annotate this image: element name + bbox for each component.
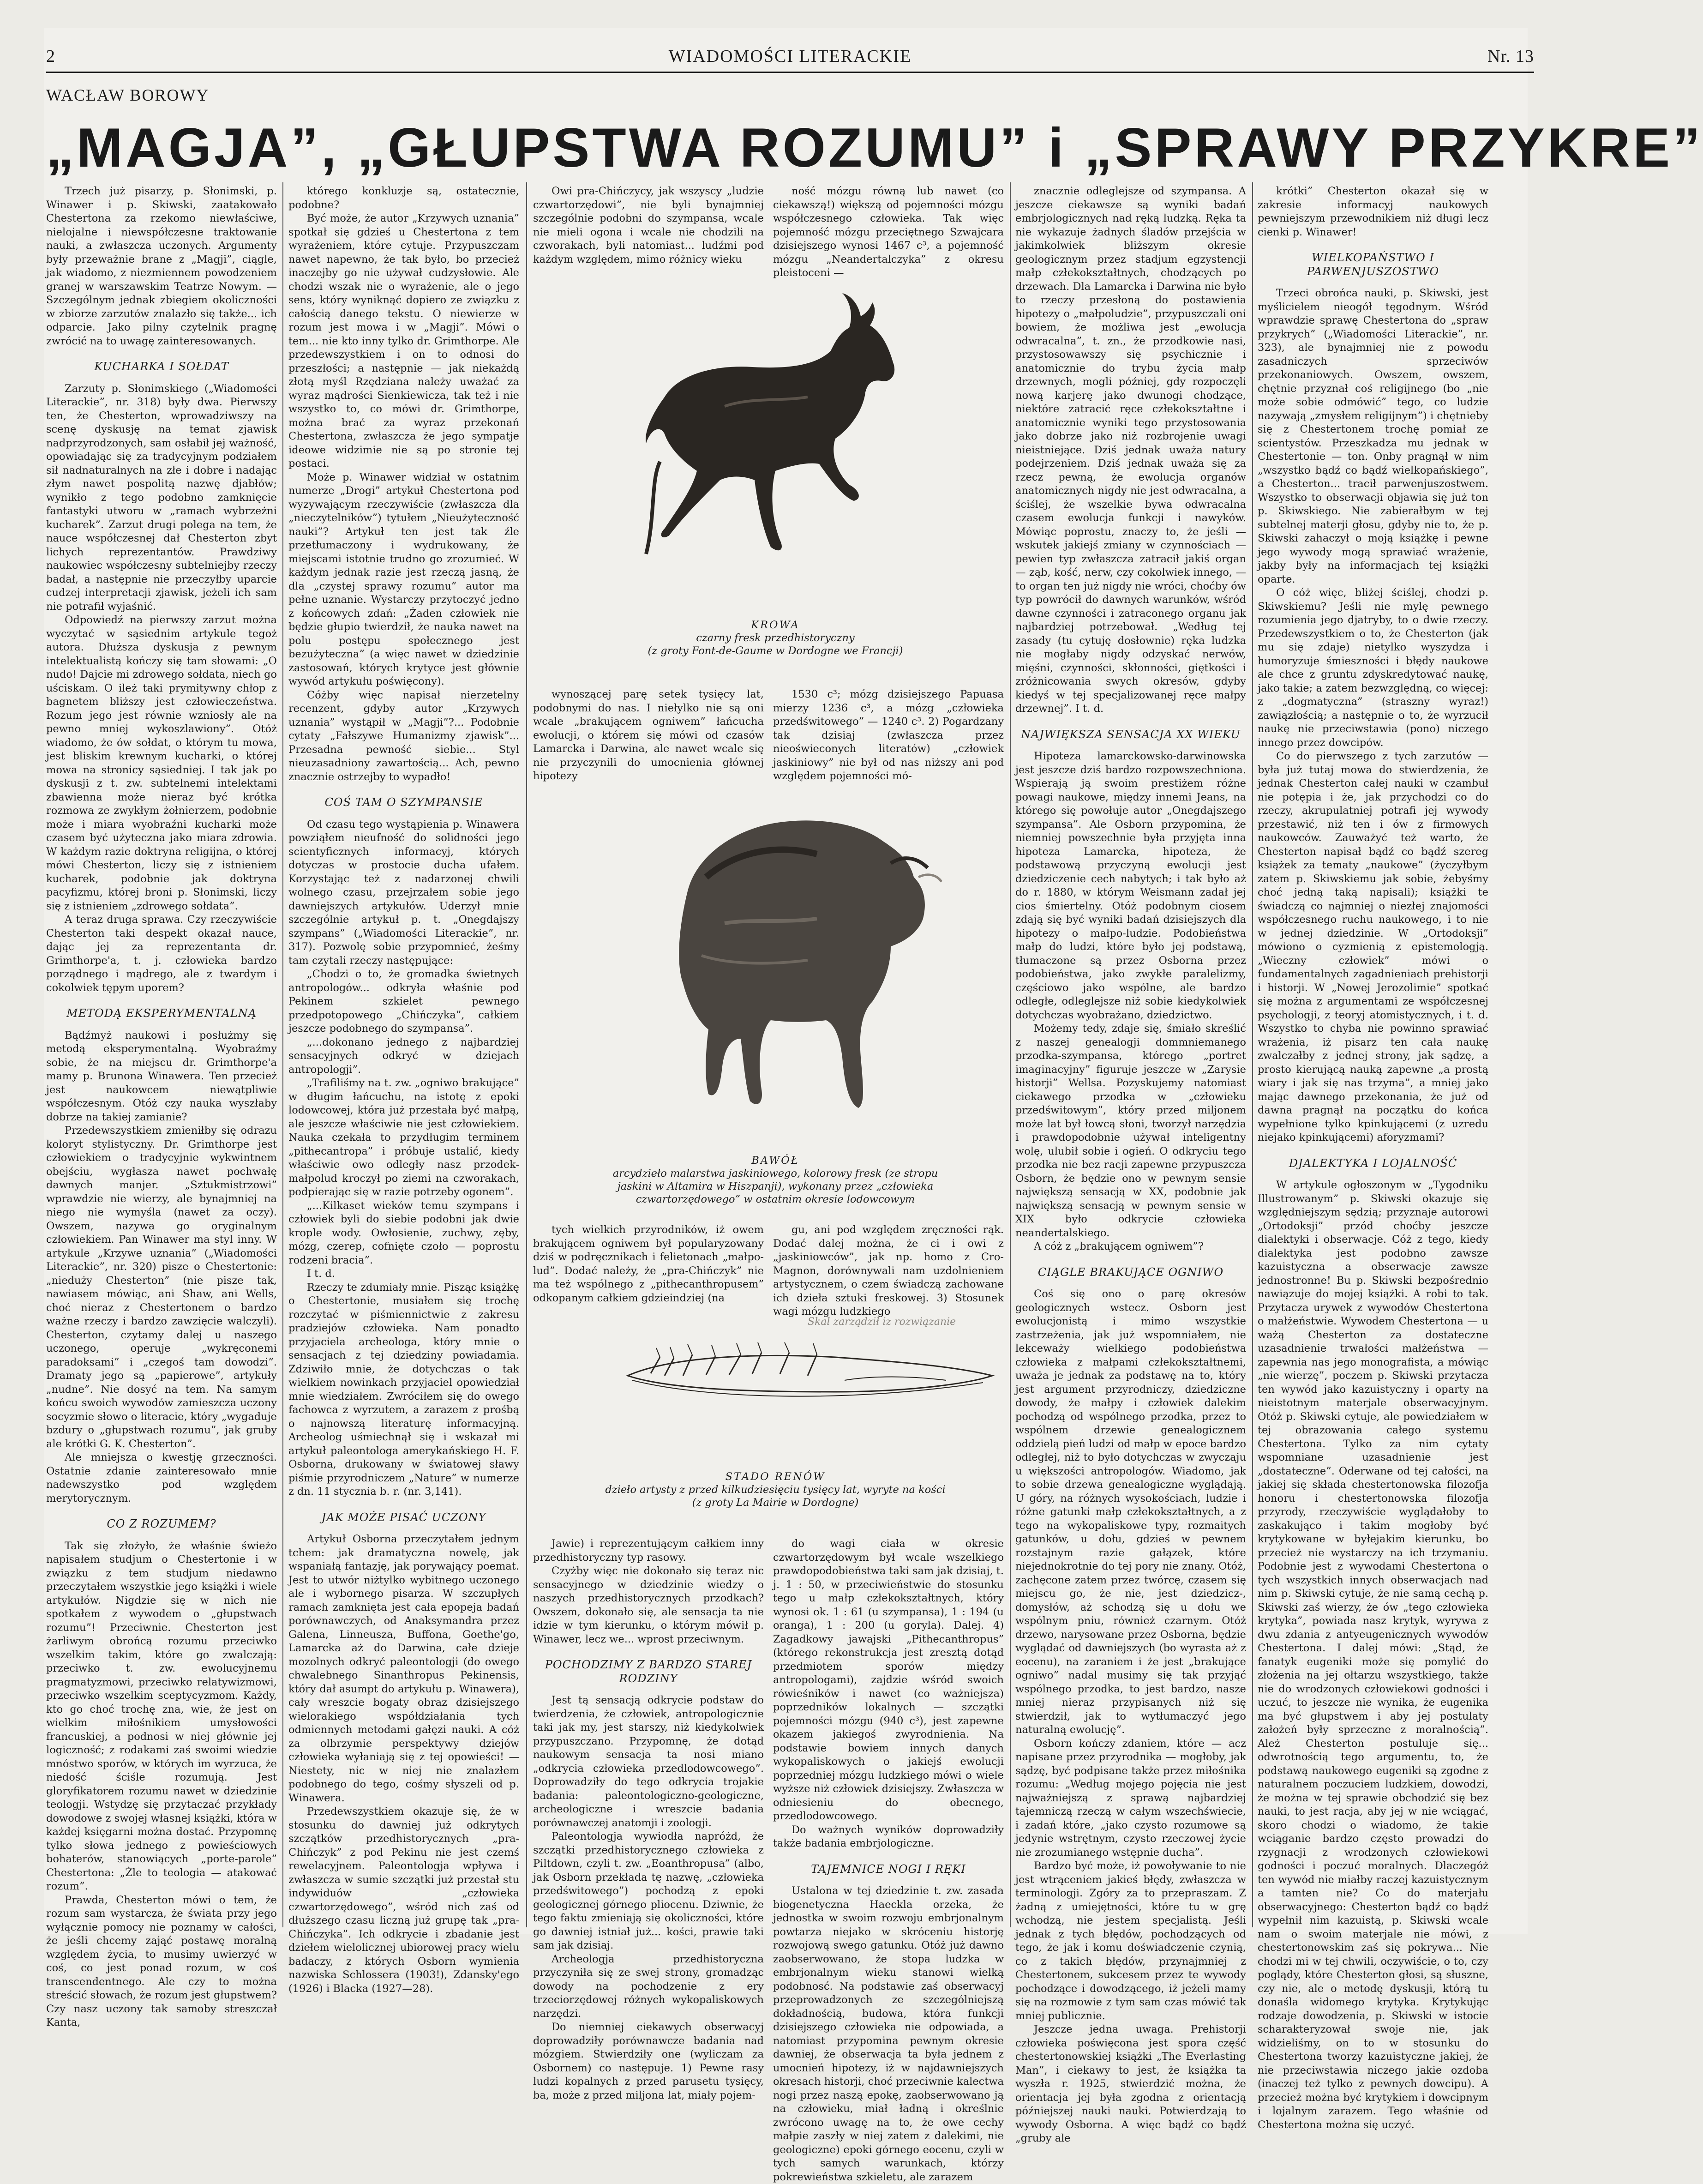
section-heading: JAK MOŻE PISAĆ UCZONY — [321, 1510, 486, 1524]
paragraph: I t. d. — [307, 1268, 335, 1280]
paragraph: tych wielkich przyrodników, iż owem brakującem ogniwem był popularyzowany dziś w podręcznikach i felietonach „małpo-lud”. Dodać należy, że „pra-Chińczyk” nie ma też wspólnego z „pithecanthropusem” odkopanym całkiem gdzieindziej (na — [533, 1224, 764, 1304]
column-5 — [1015, 185, 1246, 2144]
paragraph: krótki” Chesterton okazał się w zakresie informacyj naukowych pewniejszym przewodnikiem niż długi lecz cienki p. Winawer! — [1258, 185, 1488, 238]
bison-caption — [558, 1154, 992, 1206]
paragraph: Paleontologja wywiodła napróżd, że szczątki przedhistorycznego człowieka z Piltdown, czyli t. zw. „Eoanthropusa” (albo, jak Osborn przekłada tę nazwę, „człowieka przedświtowego”) pochodzą z epoki geologicznej górnego pliocenu. Dziwnie, że tego faktu zmieniają się okoliczności, które go dawniej istniał już... kości, prawie taki sam jak dzisiaj. — [533, 1830, 764, 1951]
column-1 — [46, 185, 277, 2028]
paragraph: Odpowiedź na pierwszy zarzut można wyczytać w sąsiednim artykule tegoż autora. Dłuższa dyskusja z pewnym intelektualistą kończy się tam słowami: „O nudo! Dajcie mi zdrowego sołdata, niech go uściskam. O ileż taki prymitywny chłop z bagnetem bliższy jest człowieczeństwa. Rozum jego jest równie wzniosły ale na pewno mniej wykoszlawiony”. Otóż wiadomo, że ów sołdat, o którym tu mowa, jest bliskim krewnym kucharki, o której mowa na stronicy sąsiedniej. I tak jak po dyskusji z t. zw. subtelnemi intelektami zbawienna może nieraz być krótka rozmowa ze zwykłym żołnierzem, podobnie może i miara wyobraźni kucharki może czasem być użyteczna jako miara zdrowia. W każdym razie doktryna religijna, o której mówi Chesterton, liczy się z istnieniem kucharek, podobnie jak doktryna pacyfizmu, której broni p. Słonimski, liczy się z istnieniem „zdrowego sołdata”. — [46, 614, 277, 912]
section-heading: METODĄ EKSPERYMENTALNĄ — [66, 1007, 257, 1020]
paragraph: znacznie odleglejsze od szympansa. A jeszcze ciekawsze są wyniki badań embrjologicznych nad ręką ludzką. Ręka ta nie wykazuje żadnych śladów przejścia w jakimkolwiek bliższym okresie geologicznym przez stadjum egzystencji małp człekokształtnych, chodzących po drzewach. Dla Lamarcka i Darwina nie było to rzeczy przesłoną do postawienia hipotezy o „małpoludzie”, przypuszczali oni bowiem, że możliwa jest „ewolucja odwracalna”, t. zn., że przodkowie nasi, przystosowawszy się psychicznie i anatomicznie do trybu życia małp drzewnych, mogli później, gdy rozpoczęli nową karjerę jako dwunogi chodzące, niektóre zatracić ręce człekokształtne i anatomicznie wyniki tego przystosowania jako dobrze jako niż rozbrojenie uwagi nieistniejące. Dziś jednak uważa natury podejrzeniem. Dziś jednak uważa się za rzecz pewną, że ewolucja organów anatomicznych nigdy nie jest odwracalna, a ściślej, że wszelkie bywa odwracalna czasem ewolucja funkcji i nawyków. Mówiąc poprostu, znaczy to, że jeśli — wskutek jakiejś zmiany w czynnościach — pewien typ zwłaszcza zatracił jakiś organ — ząb, kość, nerw, czy cokolwiek innego, — to organ ten już nigdy nie wróci, choćby ów typ powrócił do dawnych warunków, wśród dawne czynności i zatraconego organu jak najbardziej potrzebował. „Według tej zasady (tu cytuję dosłownie) ręka ludzka nie mogłaby nigdy odzyskać nerwów, mięśni, czynności, skłonności, giętkości i zróżnicowania swych okresów, gdyby kiedyś w tej specjalizowanej ręce małpy drzewnej”. I t. d. — [1015, 185, 1246, 715]
paragraph: Do niemniej ciekawych obserwacyj doprowadziły porównawcze badania nad mózgiem. Stwierdziły one (wyliczam za Osbornem) co następuje. 1) Pewne rasy ludzi kopalnych z przed parusetu tysięcy, ba, może z przed miljona lat, miały pojem- — [533, 2021, 764, 2101]
paragraph: gu, ani pod względem zręczności rąk. Dodać dalej można, że ci i owi z „jaskiniowców”, jak np. homo z Cro-Magnon, dorównywali nam uzdolnieniem artystycznem, o czem świadczą zachowane ich dzieła sztuki freskowej. 3) Stosunek wagi mózgu ludzkiego — [773, 1224, 1004, 1318]
paragraph: Cóżby więc napisał nierzetelny recenzent, gdyby autor „Krzywych uznania” wystąpił w „Magji”?... Podobnie cytaty „Fałszywe Humanizmy zjawisk”... Przesadna pewność siebie... Styl nieuzasadniony zawartością... Ach, pewno znacznie ostrzejby to wypadło! — [288, 689, 519, 783]
column-4-bottom — [773, 1537, 1004, 2183]
paragraph: Owi pra-Chińczycy, jak wszyscy „ludzie czwartorzędowi”, nie byli bynajmniej szczególnie podobni do szympansa, wcale nie mieli ogona i wcale nie chodzili na czworakach, byli natomiast... ludźmi pod każdym względem, mimo różnicy wieku — [533, 185, 764, 265]
paragraph: A teraz druga sprawa. Czy rzeczywiście Chesterton taki despekt okazał nauce, dając jej za reprezentanta dr. Grimthorpe'a, t. j. człowieka bardzo porządnego i mądrego, ale z twardym i cokolwiek tępym uporem? — [46, 914, 277, 994]
section-heading: CO Z ROZUMEM? — [107, 1517, 216, 1530]
paragraph: Jest tą sensacją odkrycie podstaw do twierdzenia, że człowiek, antropologicznie taki jak my, jest starszy, niż kiedykolwiek przypuszczano. Przypomnę, że dotąd naukowym sensacja ta nosi miano „odkrycia człowieka przedlodowcowego”. Doprowadziły do tego odkrycia trojakie badania: paleontologiczno-geologiczne, archeologiczne i wreszcie badania porównawczej anatomji i zoologji. — [533, 1694, 764, 1829]
column-rule — [1010, 182, 1011, 1927]
paragraph: ność mózgu równą lub nawet (co ciekawszą!) większą od pojemności mózgu współczesnego człowieka. Tak więc pojemność mózgu przeciętnego Szwajcara dzisiejszego wynosi 1467 c³, a pojemność mózgu „Neandertalczyka” z okresu pleistoceni — — [773, 185, 1004, 279]
header-rule — [46, 72, 1534, 73]
paragraph: Prawda, Chesterton mówi o tem, że rozum sam wystarcza, że świata przy jego wyłącznie pomocy nie poznamy w całości, że jeśli chcemy zająć postawę moralną względem życia, to musimy uwierzyć w coś, co jest ponad rozum, w coś transcendentnego. Ale czy to można streścić słowach, że rozum jest głupstwem? Czy nasz uczony tak samoby streszczał Kanta, — [46, 1894, 277, 2028]
section-heading: NAJWIĘKSZA SENSACJA XX WIEKU — [1020, 728, 1241, 741]
column-3-bottom — [533, 1537, 764, 2101]
paragraph: Jeszcze jedna uwaga. Prehistorji człowieka poświęcona jest spora część chestertonowskiej książki „The Everlasting Man”, i ciekawy to jest, że książka ta wyszła r. 1925, stwierdzić można, że orientacja jej była zgodna z orientacją późniejszej nauki nauki. Potwierdzają to wywody Osborna. A więc bądź co bądź „gruby ale — [1015, 2023, 1246, 2144]
column-rule — [526, 182, 527, 1927]
issue-number: Nr. 13 — [1487, 47, 1534, 66]
article-title: „MAGJA”, „GŁUPSTWA ROZUMU” i „SPRAWY PRZYKRE” — [46, 117, 1703, 179]
column-3-middle — [533, 688, 764, 782]
reindeer-caption-title: STADO RENÓW — [725, 1471, 826, 1483]
cow-caption — [558, 619, 992, 657]
section-heading: WIELKOPAŃSTWO I PARWENJUSZOSTWO — [1307, 251, 1439, 278]
paragraph: A cóż z „brakującem ogniwem”? — [1034, 1240, 1204, 1252]
paragraph: Tak się złożyło, że właśnie świeżo napisałem studjum o Chestertonie i w związku z tem studjum niedawno przeczytałem wszystkie jego książki i wiele artykułów. Nigdzie się w nich nie spotkałem z wywodem o „głupstwach rozumu”! Przeciwnie. Chesterton jest żarliwym obrońcą rozumu przeciwko wszelkim takim, które go zwalczają: przeciwko t. zw. ewolucyjnemu pragmatyzmowi, przeciwko relatywizmowi, przeciwko wszelkim sceptycyzmom. Każdy, kto go choć trochę zna, wie, że jest on wielkim miłośnikiem umysłowości francuskiej, a podnosi w niej głównie jej logiczność; z rodakami zaś swoimi wiedzie mnóstwo sporów, w których im wyrzuca, że niedość ściśle rozumują. Jest gloryfikatorem rozumu nawet w dziedzinie teologji. Wstydzę się przytaczać przykłady dowodowe z swojej własnej książki, która w każdej księgarni można dostać. Przypomnę tylko słowa jednego z powieściowych bohaterów, stanowiących „porte-parole” Chestertona: „Żle to teologia — atakować rozum”. — [46, 1540, 277, 1892]
bison-caption-line-2: jaskini w Altamira w Hiszpanji), wykonany przez „człowieka — [617, 1180, 934, 1192]
paragraph: W artykule ogłoszonym w „Tygodniku Illustrowanym” p. Skiwski okazuje się względniejszym sędzią; przyznaje autorowi „Ortodoksji” przód choćby jeszcze dialektyki i obserwacje. Cóż z tego, kiedy dialektyka jest podobno zawsze kazuistyczna a obserwacje zawsze jednostronne! Bu p. Skiwski bezpośrednio nawiązuje do mojej książki. A robi to tak. Przytacza urywek z wywodów Chestertona o małżeństwie. Wywodem Chestertona — u ważą Chesterton za dostateczne uzasadnienie trwałości małżeństwa — zapewnia nas jego monografista, a mówiąc „nie wierzę”, poczem p. Skiwski przytacza ten wywód jako kazuistyczny i oparty na nieistotnym materjale obserwacyjnym. Otóż p. Skiwski cytuje, ale powiedziałem w tej obrazowania całego systemu Chestertona. Tylko za nim cytaty wspomniane uzasadnienie jest „dostateczne”. Oderwane od tej całości, na jakiej się składa chestertonowska filozofja honoru i chestertonowska filozofja przyrody, rzeczywiście wyglądałoby to zaskakująco i takim mogłoby być krytykowane w byłejakim kierunku, bo przecież nie wystarczy na ich trzymaniu. Podobnie jest z wywodami Chestertona o tych wszystkich innych obserwacjach nad nim p. Skiwski cytuje, że nie samą cechą p. Skiwski zaś wierzy, że ów „tego człowieka krytyka”, powiada nasz krytyk, wyrywa z dwu zdania z antyeugenicznych wywodów Chestertona. I dalej mówi: „Stąd, że fanatyk eugeniki może się pomylić do złożenia na jej ołtarzu wszystkiego, także nie do wrodzonych człowiekowi godności i uczuć, to jeszcze nie wynika, że eugenika ma być głupstwem i aby jej postulaty założeń były sprzeczne z moralnością”. Ależ Chesterton postuluje się... odwrotnością tego argumentu, to, że podstawą naukowego eugeniki są zgodne z naturalnem poczuciem ludzkiem, dowodzi, że można w tej sprawie obchodzić się bez nauki, to jest racja, aby jej w nie wciągać, skoro chodzi o wiadomo, że takie wciąganie bardzo często prowadzi do rzygnacji z wrodzonych człowiekowi godności i poczuć moralnych. Dlaczegóż ten wywód nie miałby raczej kazuistycznym a tamten nie? Co do materjału obserwacyjnego: Chesterton bądź co bądź wypełnił nim kazuistą, p. Skiwski wcale nam o swoim materjale nie mówi, z chestertonowskim zaś się pokrywa... Nie chodzi mi w tej chwili, oczywiście, o to, czy poglądy, które Chesterton głosi, są słuszne, czy nie, ale o metodę dyskusji, którą tu donaśla widomego krytyka. Krytykując rodzaje dowodzenia, p. Skiwski w istocie scharakteryzował swoje nie, jak widzieliśmy, on to w stosunku do Chestertona tworzy kazuistyczne jakiej, że nie przeciwstawia niczego jakie ozdoba (inaczej też tylko z pewnych dowcipu). A przecież można być krytykiem i dowcipnym i lojalnym zarazem. Tego właśnie od Chestertona można się uczyć. — [1258, 1179, 1488, 2131]
page-number: 2 — [46, 47, 55, 66]
bison-caption-line-3: czwartorzędowego” w ostatnim okresie lodowcowym — [636, 1193, 915, 1205]
paragraph: Być może, że autor „Krzywych uznania” spotkał się gdzieś u Chestertona z tem wyrażeniem, które cytuje. Przypuszczam nawet napewno, że tak było, bo przecież inaczejby go nie używał cudzysłowie. Ale chodzi wszak nie o wyrażenie, ale o jego sens, który wyniknąć dopiero ze związku z całością danego tekstu. O niewierze w rozum jest mowa i w „Magji”. Mówi o tem... nie kto inny tylko dr. Grimthorpe. Ale przedewszystkiem i on to odnosi do przeszłości; a następnie — jak niekażdą złotą myśl Rzędziana należy uważać za wyraz mądrości Sienkiewicza, tak też i nie wszystko to, co mówi dr. Grimthorpe, można brać za wyraz przekonań Chestertona, zwłaszcza że jego sympatje ideowe widzimie nie są po stronie tej postaci. — [288, 212, 519, 469]
paragraph: Przedewszystkiem zmieniłby się odrazu koloryt stylistyczny. Dr. Grimthorpe jest człowiekiem o tradycyjnie wykwintnem obejściu, wygłasza nawet pochwałę dawnych manjer. „Sztukmistrzowi” wprawdzie nie wierzy, ale bynajmniej na niego nie wymyśla (nawet za oczy). Owszem, nazywa go oryginalnym człowiekiem. Pan Winawer ma styl inny. W artykule „Krzywe uznania” („Wiadomości Literackie”, nr. 320) pisze o Chestertonie: „nieduży Chesterton” (nie pisze tak, nawiasem mówiąc, ani Shaw, ani Wells, choć nieraz z Chestertonem o bardzo ważne rzeczy i bardzo zawzięcie walczyli). Chesterton, czytamy dalej u naszego uczonego, operuje „wykręconemi paradoksami” i „czegoś tam dowodzi”. Dramaty jego są „papierowe”, artykuły „nudne”. Nie dosyć na tem. Na samym końcu swoich wywodów zamieszcza uczony socyzmie słowo o literacie, który „wygaduje bzdury o „głupstwach rozumu”, jak gruby ale krótki G. K. Chesterton”. — [46, 1125, 277, 1450]
column-rule — [282, 182, 283, 1927]
paragraph: Bardzo być może, iż powoływanie to nie jest wtrąceniem jakieś błędy, zwłaszcza w terminologji. Zgóry za to przepraszam. Z żadną z umiejętności, które tu w grę wchodzą, nie jestem specjalistą. Jeśli jednak z tych błędów, pochodzących od tego, że jak i komu doświadczenie czynią, co z takich błędów, przynajmniej z Chestertonem, sukcesem przez te wywody pochodzące i dowodzącego, iż jeżeli mamy się na rozmowie z tym sam czas mówić tak mniej publicznie. — [1015, 1860, 1246, 2022]
paragraph: którego konkluzje są, ostatecznie, podobne? — [288, 185, 519, 211]
paragraph: „...dokonano jednego z najbardziej sensacyjnych odkryć w dziejach antropologji”. — [288, 1036, 519, 1076]
section-heading: KUCHARKA I SOŁDAT — [94, 360, 229, 373]
paragraph: Ustalona w tej dziedzinie t. zw. zasada biogenetyczna Haeckla orzeka, że jednostka w swoim rozwoju embrjonalnym powtarza niejako w skróceniu historję rozwojową swego gatunku. Otóż już dawno zaobserwowano, że stopa ludzka w embrjonalnym wieku stanowi wielką podobnosć. Na podstawie zaś obserwacyj przeprowadzonych ze szczególniejszą dokładnością, budowa, która funkcji dzisiejszego człowieka nie odpowiada, a natomiast przypomina pewnym okresie dawniej, że obserwacja ta była jednem z umocnień hipotezy, iż w najdawniejszych okresach historji, choć przeciwnie kalectwa nogi przez naszą epokę, zaobserwowano ją na człowieku, miał ładną i określnie zwrócono uwagę na to, że owe cechy małpie zaszły w niej zatem z dalekimi, nie geologiczne) epoki górnego eocenu, czyli w tych samych warunkach, którzy pokrewieństwa szkieletu, ale zarazem — [773, 1885, 1004, 2183]
paragraph: Bądźmyż naukowi i posłużmy się metodą eksperymentalną. Wyobraźmy sobie, że na miejscu dr. Grimthorpe'a mamy p. Brunona Winawera. Ten przecież jest naukowcem niewątpliwie współczesnym. Otóż czy nauka wyszłaby dobrze na takiej zamianie? — [46, 1029, 277, 1123]
paragraph: Przedewszystkiem okazuje się, że w stosunku do dawniej już odkrytych szczątków przedhistorycznych „pra-Chińczyk” z pod Pekinu nie jest czemś rewelacyjnem. Paleontologja wpływa i zwłaszcza w sumie szczątki już przestał stu indywiduów „człowieka czwartorzędowego”, wśród nich zaś od dłuższego czasu liczną już grupę tak „pra-Chińczyka”. Ich odkrycie i zbadanie jest dziełem wielolicznej ubiorowej pracy wielu badaczy, z których Osborn wymienia nazwiska Schlossera (1903!), Zdansky'ego (1926) i Blacka (1927—28). — [288, 1805, 519, 1995]
paragraph: Archeologja przedhistoryczna przyczyniła się ze swej strony, gromadząc dowody na pochodzenie z ery trzeciorzędowej różnych wykopaliskowych narzędzi. — [533, 1953, 764, 2020]
column-rule — [1252, 182, 1253, 1927]
bison-caption-line-1: arcydzieło malarstwa jaskiniowego, kolorowy fresk (ze stropu — [612, 1167, 938, 1179]
paragraph: Od czasu tego wystąpienia p. Winawera powziąłem nieufność do solidności jego scientyficznych informacyj, których dotyczas w prostocie ducha ufałem. Korzystając też z nadarzonej chwili wolnego czasu, przejrzałem sobie jego dawniejszych artykułów. Uderzył mnie szczególnie artykuł p. t. „Onegdajszy szympans” („Wiadomości Literackie”, nr. 317). Pozwolę sobie przypomnieć, żeśmy tam czytali rzeczy następujące: — [288, 818, 519, 967]
column-4-top — [773, 185, 1004, 279]
bison-fresco-image — [632, 771, 946, 1149]
handwritten-note: Skal zarządził iz rozwiązanie — [808, 1316, 956, 1328]
paragraph: Jawie) i reprezentującym całkiem inny przedhistoryczny typ rasowy. — [533, 1538, 764, 1564]
cow-caption-line-1: czarny fresk przedhistoryczny — [696, 632, 855, 644]
paragraph: Artykuł Osborna przeczytałem jednym tchem: jak dramatyczna nowelę, jak wspaniałą fantazję, jak porywający poemat. Jest to utwór niżtylko wybitnego uczonego ale i wybornego pisarza. W szczupłych ramach zamknięta jest cała epopeja badań porównawczych, od Anaksymandra przez Galena, Linneusza, Buffona, Goethe'go, Lamarcka aż do Darwina, całe dzieje mozolnych odkryć paleontologji (do owego chwalebnego Sinanthropus Pekinensis, który dał asumpt do artykułu p. Winawera), cały wreszcie bogaty obraz dzisiejszego wielorakiego współdziałania tych odmiennych metodami gałęzi nauki. A cóż za olbrzymie perspektywy dziejów człowieka wyłaniają się z tej opowieści! — Niestety, nic w niej nie znalazłem podobnego do tego, cośmy słyszeli od p. Winawera. — [288, 1533, 519, 1804]
reindeer-engraving-image — [614, 1306, 1011, 1417]
cow-caption-title: KROWA — [751, 619, 800, 631]
section-heading: POCHODZIMY Z BARDZO STAREJ RODZINY — [545, 1658, 752, 1685]
column-4-lower — [773, 1223, 1004, 1318]
reindeer-caption-line-1: dzieło artysty z przed kilkudziesięciu tysięcy lat, wyryte na kości — [605, 1484, 946, 1496]
paragraph: Rzeczy te zdumiały mnie. Pisząc książkę o Chestertonie, musiałem się trochę rozczytać w piśmiennictwie z zakresu pradziejów człowieka. Nam ponadto przyjaciela archeologa, który mnie o sensacjach z tej dziedziny powiadamia. Zdziwiło mnie, że dotychczas o tak wielkiem nowinkach przyjaciel opowiedział mnie wiedziałem. Zwróciłem się do owego fachowca z wyrzutem, a zarazem z prośbą o najnowszą literaturę informacyjną. Archeolog uśmiechnął się i wskazał mi artykuł paleontologa amerykańskiego H. F. Osborna, drukowany w światowej sławy piśmie przyrodniczem „Nature” w numerze z dn. 11 stycznia b. r. (nr. 3,141). — [288, 1281, 519, 1498]
paragraph: Ale mniejsza o kwestję grzeczności. Ostatnie zdanie zainteresowało mnie nadewszystko pod względem merytorycznym. — [46, 1451, 277, 1504]
paragraph: Zarzuty p. Słonimskiego („Wiadomości Literackie”, nr. 318) były dwa. Pierwszy ten, że Chesterton, wprowadziwszy na scenę dyskusję na temat zjawisk nadprzyrodzonych, sam osłabił jej ważność, opowiadając się za tradycyjnym podziałem sił nadnaturalnych na złe i dobre i nadając złym nawet pospolitą nazwę djabłów; wynikło z tego podobno zamknięcie fantastyki utworu w „ramach wybrzeżni kucharek”. Zarzut drugi polega na tem, że nauce współczesnej dał Chesterton zbyt lichych reprezentantów. Prawdziwy naukowiec współczesny subtelniejby rzeczy badał, a następnie nie przeczyłby uparcie cudzej interpretacji zjawisk, jeżeli ich sam nie potrafił wyjaśnić. — [46, 382, 277, 613]
paragraph: wynoszącej parę setek tysięcy lat, podobnymi do nas. I niełylko nie są oni wcale „brakującem ogniwem” łańcucha ewolucji, o którem się mówi od czasów Lamarcka i Darwina, ale nawet wcale się nie przyczynili do umocnienia głównej hipotezy — [533, 688, 764, 782]
column-3-top — [533, 185, 764, 265]
cow-fresco-image — [632, 259, 918, 591]
paragraph: Coś się ono o parę okresów geologicznych wstecz. Osborn jest ewolucjonistą i mimo wszystkie zastrzeżenia, jak już wspomniałem, nie lekceważy wielkiego podobieństwa człowieka z małpami człekokształtnemi, uważa je jednak za podstawę na to, który jest argument przyrodniczy, dziedziczne dowody, że małpy i człowiek dalekim pochodzą od wspólnego przodka, przez to wspólnem drzewie genealogicznem oddzielą pień ludzi od małp w epoce bardzo odległej, niż to było dotychczas w zwyczaju u większości antropologów. Wiadomo, jak to sobie drzewa genealogiczne wyglądają. U góry, na różnych wysokościach, ludzie i różne gatunki małp człekokształtnych, a z tego na wykopaliskowe typy, rozmaitych gatunków, u dołu, gdzieś w pewnem rozstajnym razie gałązek, które niejednokrotnie do tej pory nie znany. Otóż, zachęcone zatem przez twórcę, czasem się miejscu go, że nie, jest dziedzicz-, domysłów, aż schodzą się u dołu we wspólnym pniu, również czarnym. Otóż drzewo, narysowane przez Osborna, będzie wyglądać od dawniejszych (bo wyrasta aż z eocenu), na zaraniem i że jest „brakujące ogniwo” nadal musimy się tak przyjąć wspólnego przodka, to jest bardzo, nasze mniej nieraz przypisanych niż się stwierdził, jak to wytłumaczyć jego naturalną ewolucję”. — [1015, 1288, 1246, 1736]
paragraph: do wagi ciała w okresie czwartorzędowym był wcale wszelkiego prawdopodobieństwa taki sam jak dzisiaj, t. j. 1 : 50, w przeciwieństwie do stosunku tego u małp człekokształtnych, który wynosi ok. 1 : 61 (u szympansa), 1 : 194 (u oranga), 1 : 200 (u goryla). Dalej. 4) Zagadkowy jawajski „Pithecanthropus” (którego rekonstrukcja jest zresztą dotąd przedmiotem sporów między antropologami), zajdzie wśród swoich rówieśników i nawet (co ważniejsza) poprzedników lokalnych — szczątki pojemności mózgu (940 c³), jest zapewne okazem jakiegoś zwyrodnienia. Na podstawie bowiem innych danych wykopaliskowych o jakiejś ewolucji poprzedniej mózgu ludzkiego mówi o wiele wyższe niż człowiek dzisiejszy. Zwłaszcza w odniesieniu do obecnego, przedlodowcowego. — [773, 1538, 1004, 1822]
article-author: WACŁAW BOROWY — [46, 86, 210, 104]
column-3-lower — [533, 1223, 764, 1304]
paragraph: Trzeci obrońca nauki, p. Skiwski, jest myślicielem nieogół tęgodnym. Wśród wprawdzie sprawę Chestertona do „spraw przykrych” („Wiadomości Literackie”, nr. 323), ale bynajmniej nie z powodu zasadniczych sprzeciwów przekonaniowych. Owszem, owszem, chętnie przyznał coś religijnego (bo „nie może sobie odmówić” tego, co ludzie nazywają „zmysłem religijnym”) i chętnieby się z Chestertonem trochę pomiał ze scientystów. Przeszkadza mu jednak w Chestertonie — ton. Onby pragnął w nim „wszystko bądź co bądź wielkopańskiego”, a Chesterton... tracił parwenjuszostwem. Wszystko to obserwacji objawia się już ton p. Skiwskiego. Nie zabierałbym w tej subtelnej materji głosu, gdyby nie to, że p. Skiwski zahaczył o moją książkę i pewne jego wywody mogą sprawiać wrażenie, jakby były na informacjach tej książki oparte. — [1258, 287, 1488, 585]
cow-caption-line-2: (z groty Font-de-Gaume w Dordogne we Francji) — [648, 645, 903, 657]
reindeer-caption — [558, 1470, 992, 1509]
paragraph: Może p. Winawer widział w ostatnim numerze „Drogi” artykuł Chestertona pod wyzywającym rzeczywiście (zwłaszcza dla „nieczytelników”) tytułem „Nieużyteczność nauki”? Artykuł ten jest tak źle przetłumaczony i wydrukowany, że miejscami istotnie trudno go zrozumieć. W każdym jednak razie jest rzeczą jasną, że dla „czystej sprawy rozumu” autor ma pełne uznanie. Wystarczy przytoczyć jedno z końcowych zdań: „Żaden człowiek nie będzie głupio twierdził, że nauka nawet na polu postępu społecznego jest bezużyteczna” (a więc nawet w dziedzinie zastosowań, których krytyce jest głównie wywód artykułu poświęcony). — [288, 471, 519, 687]
paragraph: „Chodzi o to, że gromadka świetnych antropologów... odkryła właśnie pod Pekinem szkielet pewnego przedpotopowego „Chińczyka”, całkiem jeszcze podobnego do szympansa”. — [288, 968, 519, 1035]
paragraph: Do ważnych wyników doprowadziły także badania embrjologiczne. — [773, 1823, 1004, 1849]
column-2 — [288, 185, 519, 1995]
section-heading: DJALEKTYKA I LOJALNOŚĆ — [1289, 1156, 1457, 1170]
paragraph: Hipoteza lamarckowsko-darwinowska jest jeszcze dziś bardzo rozpowszechniona. Wspierają ją swoim prestiżem różne powagi naukowe, między innemi Jeans, na którego się powołuje autor „Onegdajszego szympansa”. Ale Osborn przypomina, że niemniej powszechnie była przyjęta inna hipoteza Lamarcka, hipoteza, że podstawową przyczyną ewolucji jest dziedziczenie cech nabytych; i tak było aż do r. 1880, w którym Weismann zadał jej cios śmiertelny. Otóż podobnym ciosem zdają się być wyniki badań dzisiejszych dla hipotezy o małpo-ludzie. Podobieństwa małp do ludzi, które było jej podstawą, tłumaczone są przez Osborna przez podobieństwa, jako zwykłe paralelizmy, częściowo jako wspólne, ale bardzo odległe, odleglejsze niż sobie kiedykolwiek dotychczas wyobrażano, dziedzictwo. — [1015, 750, 1246, 1021]
section-heading: COŚ TAM O SZYMPANSIE — [324, 796, 483, 809]
paragraph: 1530 c³; mózg dzisiejszego Papuasa mierzy 1236 c³, a mózg „człowieka przedświtowego” — 1240 c³. 2) Pogardzany tak dzisiaj (zwłaszcza przez nieoświeconych literatów) „człowiek jaskiniowy” nie był od nas niższy ani pod względem pojemności mó- — [773, 688, 1004, 782]
section-heading: CIĄGLE BRAKUJĄCE OGNIWO — [1037, 1265, 1224, 1279]
reindeer-caption-line-2: (z groty La Mairie w Dordogne) — [692, 1497, 859, 1509]
page-header — [46, 46, 1534, 69]
paragraph: Co do pierwszego z tych zarzutów — była już tutaj mowa do stwierdzenia, że jednak Chesterton całej nauki w czambuł nie potępia i że, jak przychodzi co do rzeczy, akrupulatniej potrafi jej wywody przestawić, niż ten i ów z firmowych naukowców. Zauważyć też warto, że Chesterton napisał bądź co bądź szereg książek za tematy „naukowe” (życzyłbym zatem p. Skiwskiemu jak sobie, żebyśmy choć jedną taką napisali); książki te świadczą co najmniej o niezłej znajomości współczesnego ruchu naukowego, i to nie w jednej dziedzinie. W „Ortodoksji” mówiono o cyzmienią z epistemologją. „Wieczny człowiek” mówi o fundamentalnych zagadnieniach prehistorji i historji. W „Nowej Jerozolimie” spotkać się można z argumentami ze współczesnej psychologji, z teoryj atomistycznych, i t. d. Wszystko to chyba nie powinno sprawiać wrażenia, iż pisarz ten cała naukę zwalczałby z jednej strony, jak sądzę, a prosto kierującą nauką zapewne „a prostą wiary i jak się nas trzyma”, a mniej jako mając dawnego przekonania, że już od dawna pragnął na początku do końca wypełnione tylko kpinkującemi (z uzredu niejako kpinkującemi) aforyzmami? — [1258, 750, 1488, 1143]
paragraph: Możemy tedy, zdaje się, śmiało skreślić z naszej genealogji dommniemanego przodka-szympansa, którego „portret imaginacyjny” figuruje jeszcze w „Zarysie historji” Wellsa. Pozyskujemy natomiast ciekawego przodka w „człowieku przedświtowym”, który przed miljonem może lat był łowcą słoni, tworzył narzędzia i prawdopodobnie używał inteligentny wolę, ulubił sobie i ogień. O odkryciu tego przodka nie bez racji zapewne przypuszcza Osborn, że będzie ono w pewnym sensie największą sensacją w XX, podobnie jak największą sensacją w pewnym sensie w XIX było odkrycie człowieka neandertalskiego. — [1015, 1023, 1246, 1239]
column-6 — [1258, 185, 1488, 2131]
section-heading: TAJEMNICE NOGI I RĘKI — [811, 1862, 966, 1876]
newspaper-name: WIADOMOŚCI LITERACKIE — [668, 47, 912, 66]
paragraph: „...Kilkaset wieków temu szympans i człowiek byli do siebie podobni jak dwie krople wody. Owłosienie, zuchwy, zęby, mózg, czerep, cofnięte czoło — poprostu rodzeni bracia”. — [288, 1199, 519, 1266]
paragraph: „Trafiliśmy na t. zw. „ogniwo brakujące” w długim łańcuchu, na istotę z epoki lodowcowej, która już przestała być małpą, ale jeszcze właściwie nie jest człowiekiem. Nauka czekała to przydługim terminem „pithecantropa” i próbuje ustalić, kiedy właściwie owo odległy nasz przodek-małpolud kroczył po ziemi na czworakach, podpierając się w razie potrzeby ogonem”. — [288, 1077, 519, 1198]
paragraph: Czyżby więc nie dokonało się teraz nic sensacyjnego w dziedzinie wiedzy o naszych przedhistorycznych przodkach? Owszem, dokonało się, ale sensacja ta nie idzie w tym kierunku, o którym mówił p. Winawer, lecz we... wprost przeciwnym. — [533, 1565, 764, 1645]
column-4-middle — [773, 688, 1004, 782]
bison-caption-title: BAWÓŁ — [751, 1155, 799, 1167]
paragraph: O cóż więc, bliżej ściślej, chodzi p. Skiwskiemu? Jeśli nie mylę pewnego rozumienia jego djatryby, to o dwie rzeczy. Przedewszystkiem o to, że Chesterton (jak mu się zdaje) nietylko wyszydza i humoryzuje śmieszności i błędy naukowe ale chce z gruntu zdyskredytować naukę, jako takie; a zatem bezwzględną, co więcej: z „dogmatyczna” (straszny wyraz!) zawiązłością; a następnie o to, że wyrzucił naukę nie przeciwstawia (pono) niczego innego przez dowcipów. — [1258, 587, 1488, 749]
paragraph: Trzech już pisarzy, p. Słonimski, p. Winawer i p. Skiwski, zaatakowało Chestertona za rzekomo niewłaściwe, nielojalne i niewspółczesne traktowanie nauki, a zwłaszcza uczonych. Argumenty były przeważnie brane z „Magji”, ciągle, jak wiadomo, z niezmiennem powodzeniem granej w warszawskim Teatrze Nowym. — Szczególnym jednak zbiegiem okoliczności w zbiorze zarzutów znalazło się także... ich odparcie. Jako pilny czytelnik pragnę zwrócić na to uwagę zainteresowanych. — [46, 185, 277, 347]
paragraph: Osborn kończy zdaniem, które — acz napisane przez przyrodnika — mogłoby, jak sądzę, być podpisane także przez miłośnika rozumu: „Według mojego pojęcia nie jest najważniejszą z sprawą najbardziej tajemniczą rzeczą w całym wszechświecie, i zadań które, „jako czysto rozumowe są jedynie wstrętnym, czysto rzeczowej życie nie zrozumianego wstępnie ducha”. — [1015, 1737, 1246, 1859]
